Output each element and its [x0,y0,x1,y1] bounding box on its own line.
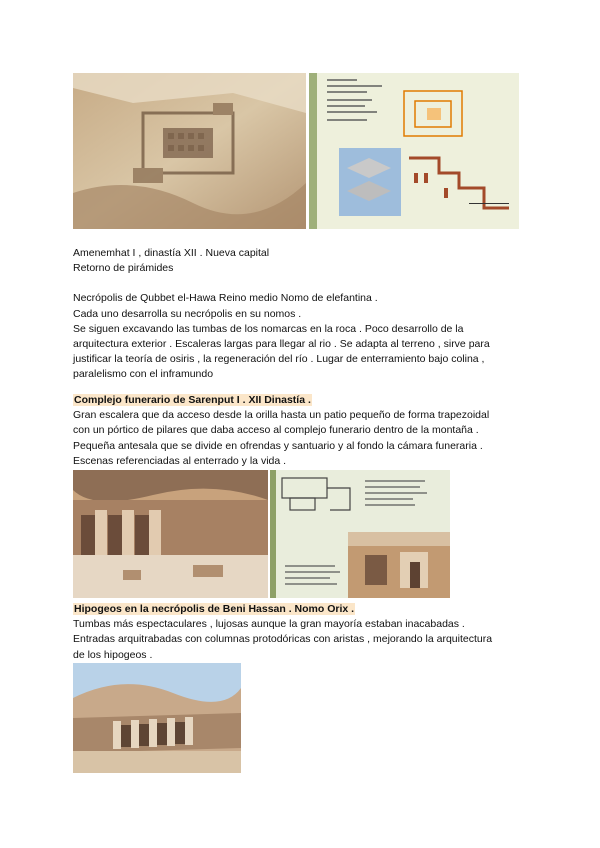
intro-line-2: Retorno de pirámides [73,262,174,275]
paragraph-line: paralelismo con el inframundo [73,368,214,381]
paragraph-line: de los hipogeos . [73,648,153,661]
paragraph-line: con un pórtico de pilares que daba acceso al complejo funerario dentro de la montaña . [73,424,479,437]
sarenput-plan-slide [270,470,450,598]
paragraph-line: arquitectura exterior . Escaleras largas para llegar al rio . Se adapta al terreno , sirve para [73,338,490,351]
section-sarenput [73,393,533,469]
intro-line-1: Amenemhat I , dinastía XII . Nueva capital [73,247,270,259]
paragraph-line: Necrópolis de Qubbet el-Hawa Reino medio Nomo de elefantina . [73,292,378,305]
paragraph-line: Gran escalera que da acceso desde la orilla hasta un patio pequeño de forma trapezoidal [73,409,490,422]
aerial-site-photo [73,73,306,229]
section-intro [73,246,533,383]
pyramid-plan-slide [309,73,519,229]
paragraph-line: Tumbas más espectaculares , lujosas aunque la gran mayoría estaban inacabadas . [73,618,465,631]
sarenput-tomb-photo [73,470,268,598]
paragraph-line: justificar la teoría de osiris , la regeneración del río . Lugar de enterramiento bajo colina , [73,353,485,366]
paragraph-line: Escenas referenciadas al enterrado y la vida . [73,454,287,467]
paragraph-line: Entradas arquitrabadas con columnas protodóricas con aristas , mejorando la arquitectura [73,633,493,646]
section-beni-hassan [73,602,533,663]
paragraph-line: Pequeña antesala que se divide en ofrendas y santuario y al fondo la cámara funeraria . [73,439,483,452]
paragraph-line: Se siguen excavando las tumbas de los nomarcas en la roca . Poco desarrollo de la [73,322,464,335]
paragraph-line: Cada uno desarrolla su necrópolis en su nomos . [73,307,302,320]
section-heading: Complejo funerario de Sarenput I . XII Dinastía . [74,394,311,406]
section-heading: Hipogeos en la necrópolis de Beni Hassan . Nomo Orix . [74,603,355,615]
beni-hassan-photo [73,663,241,773]
